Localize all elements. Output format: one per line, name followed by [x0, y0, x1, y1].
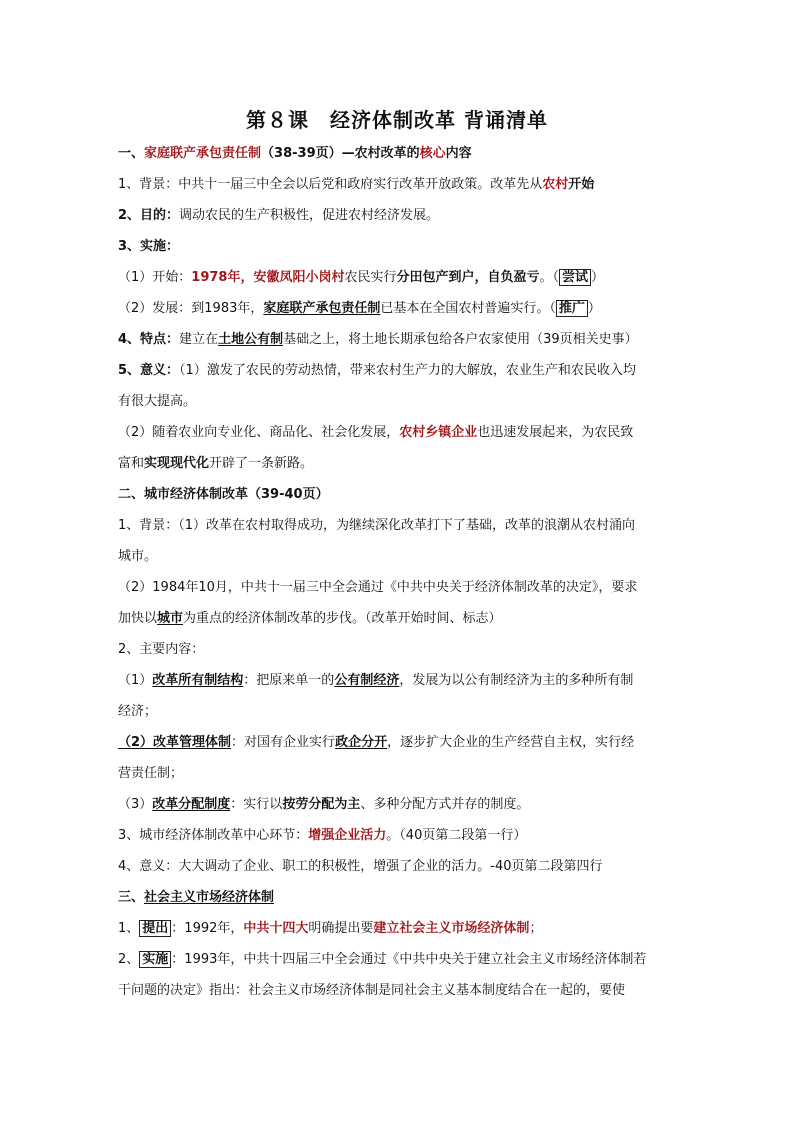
s3-p-congress: 中共十四大 — [243, 921, 309, 936]
s2-c2-mid: ：对国有企业实行 — [231, 735, 336, 750]
s1-feature-key: 土地公有制 — [218, 332, 284, 347]
s2-content2-cont: 营责任制； — [118, 766, 184, 781]
section-1-heading — [118, 145, 684, 163]
s3-i-tag: 实施 — [139, 951, 171, 968]
page-title: 第８课 经济体制改革 背诵清单 — [246, 108, 548, 132]
section-1-core: 核心 — [419, 146, 446, 161]
s1-implement-label: 3、实施： — [118, 239, 180, 254]
s1-meaning2-modern: 实现现代化 — [144, 456, 210, 471]
s1-meaning2-rest: 也迅速发展起来，为农民致 — [477, 425, 634, 440]
section-3-number: 三、 — [118, 890, 145, 905]
section-1-number: 一、 — [118, 146, 145, 161]
s2-center-ref: 。（40页第二段第一行） — [386, 828, 527, 843]
section-1-pages: （38-39页）—农村改革的 — [261, 146, 420, 161]
s2-content1-cont: 经济； — [118, 704, 158, 719]
s2-c3-num: （3） — [118, 797, 153, 812]
s2-bg2-rest: 为重点的经济体制改革的步伐。（改革开始时间、标志） — [183, 611, 502, 626]
s2-c1-key: 改革所有制结构 — [152, 673, 244, 688]
section-1-topic: 家庭联产承包责任制 — [144, 146, 262, 161]
s1-feature-pre: 建立在 — [179, 332, 219, 347]
s2-c1-public: 公有制经济 — [334, 673, 400, 688]
s1-meaning-label: 5、意义： — [118, 363, 180, 378]
s1-background-text: 1、背景：中共十一届三中全会以后党和政府实行改革开放政策。改革先从 — [118, 177, 543, 192]
s1-purpose-label: 2、目的： — [118, 208, 180, 223]
s3-implement-cont: 干问题的决定》指出：社会主义市场经济体制是同社会主义基本制度结合在一起的，要使 — [118, 983, 626, 998]
s1-develop-label: （2）发展：到1983年， — [118, 301, 264, 316]
s3-p-goal: 建立社会主义市场经济体制 — [373, 921, 530, 936]
s1-meaning2-cont-c: 开辟了一条新路。 — [209, 456, 314, 471]
s2-content1-line — [118, 672, 684, 690]
s3-p-mid: 明确提出要 — [308, 921, 374, 936]
s1-meaning2-text: （2）随着农业向专业化、商品化、社会化发展， — [118, 425, 400, 440]
s2-background2-line: （2）1984年10月，中共十一届三中全会通过《中共中央关于经济体制改革的决定》，要求 — [118, 580, 638, 595]
s1-start-paren-close: ） — [591, 270, 605, 285]
s3-p-tag: 提出 — [139, 920, 171, 937]
s1-meaning2-cont-a: 富和 — [118, 456, 145, 471]
s1-meaning2-line — [118, 424, 684, 442]
section-3-topic: 社会主义市场经济体制 — [144, 890, 275, 905]
s3-propose-line — [118, 920, 684, 938]
s2-content3-line — [118, 796, 684, 814]
s2-bg2-city: 城市 — [157, 611, 184, 626]
s2-c1-rest: ，发展为以公有制经济为主的多种所有制 — [399, 673, 634, 688]
s2-meaning-line: 4、意义：大大调动了企业、职工的积极性，增强了企业的活力。-40页第二段第四行 — [118, 859, 603, 874]
s2-center-label: 3、城市经济体制改革中心环节： — [118, 828, 309, 843]
s2-c2-separate: 政企分开 — [335, 735, 388, 750]
s2-background-line: 1、背景：（1）改革在农村取得成功，为继续深化改革打下了基础，改革的浪潮从农村涌向 — [118, 518, 636, 533]
s3-i-text: ：1993年，中共十四届三中全会通过《中共中央关于建立社会主义市场经济体制若 — [171, 952, 647, 967]
s1-meaning2-cont — [118, 455, 684, 473]
section-2-heading: 二、城市经济体制改革（39-40页） — [118, 487, 329, 502]
s1-develop-text: 已基本在全国农村普遍实行。（ — [380, 301, 556, 316]
s1-start-mid: 农民实行 — [344, 270, 397, 285]
s1-develop-tag: 推广 — [556, 300, 588, 317]
s2-c3-labor: 按劳分配为主 — [282, 797, 361, 812]
s1-develop-system: 家庭联产承包责任制 — [263, 301, 381, 316]
s2-c3-rest: 、多种分配方式并存的制度。 — [360, 797, 530, 812]
s2-c3-key: 改革分配制度 — [152, 797, 231, 812]
s3-i-num: 2、 — [118, 952, 140, 967]
s2-c1-num: （1） — [118, 673, 153, 688]
s2-content2-line — [118, 734, 684, 752]
s3-p-end: ； — [529, 921, 543, 936]
s1-start-line — [118, 269, 684, 287]
s1-start-tag: 尝试 — [559, 269, 591, 286]
section-3-heading — [118, 889, 684, 907]
s3-p-num: 1、 — [118, 921, 140, 936]
s2-background-cont: 城市。 — [118, 549, 158, 564]
s1-feature-label: 4、特点： — [118, 332, 180, 347]
s1-feature-line — [118, 331, 684, 349]
s1-feature-text: 基础之上，将土地长期承包给各户农家使用（39页相关史事） — [283, 332, 638, 347]
s1-start-policy: 分田包产到户，自负盈亏 — [396, 270, 540, 285]
s1-develop-paren-close: ） — [587, 301, 601, 316]
s1-start-label: （1）开始： — [118, 270, 192, 285]
s2-background2-cont — [118, 610, 684, 628]
s1-start-paren-open: 。（ — [539, 270, 560, 285]
s1-meaning-text: （1）激发了农民的劳动热情，带来农村生产力的大解放，农业生产和农民收入均 — [179, 363, 636, 378]
s2-content-label: 2、主要内容： — [118, 642, 205, 657]
s1-start-place: 1978年，安徽凤阳小岗村 — [191, 270, 345, 285]
s2-c2-key: （2）改革管理体制 — [118, 735, 232, 750]
s2-c3-mid: ：实行以 — [230, 797, 283, 812]
s1-purpose-text: 调动农民的生产积极性，促进农村经济发展。 — [179, 208, 440, 223]
s1-meaning-cont: 有很大提高。 — [118, 394, 197, 409]
s1-background-start: 开始 — [568, 177, 595, 192]
section-1-tail: 内容 — [445, 146, 472, 161]
s2-bg2-pre: 加快以 — [118, 611, 158, 626]
s1-background-rural: 农村 — [542, 177, 569, 192]
s3-implement-line — [118, 951, 684, 969]
s1-background-line — [118, 176, 684, 194]
s3-p-year: ：1992年， — [171, 921, 244, 936]
s2-c2-rest: ，逐步扩大企业的生产经营自主权，实行经 — [387, 735, 635, 750]
s1-meaning-line — [118, 362, 684, 380]
s2-center-line — [118, 827, 684, 845]
s1-develop-line — [118, 300, 684, 318]
s2-center-key: 增强企业活力 — [308, 828, 387, 843]
s2-c1-mid: ：把原来单一的 — [243, 673, 335, 688]
s1-meaning2-enterprise: 农村乡镇企业 — [399, 425, 478, 440]
s1-purpose-line — [118, 207, 684, 225]
